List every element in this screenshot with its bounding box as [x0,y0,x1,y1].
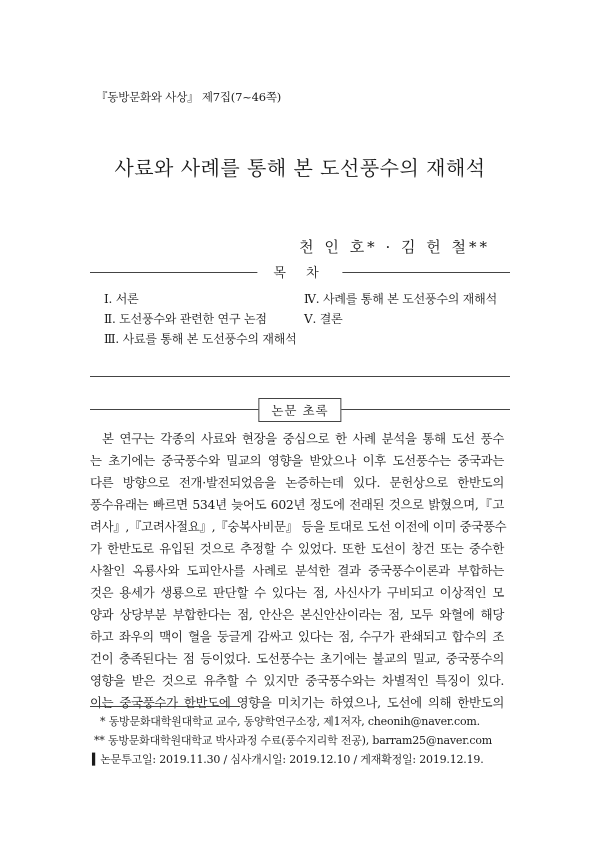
abstract-line: 하고 좌우의 맥이 혈을 둥글게 감싸고 있다는 점, 수구가 관쇄되고 합수의 조 [90,629,504,644]
toc-header [90,262,510,282]
toc-item: Ⅱ. 도선풍수와 관련한 연구 논점 [104,312,267,326]
abstract-line: 본 연구는 각종의 사료와 현장을 중심으로 한 사례 분석을 통해 도선 풍수 [102,431,504,446]
abstract-line: 풍수유래는 빠르면 534년 늦어도 602년 정도에 전래된 것으로 밝혔으며,『고 [90,497,504,512]
abstract-body [90,428,507,714]
abstract-header [90,398,510,420]
footnote-rule [90,706,240,707]
toc-item: Ⅰ. 서론 [104,292,139,306]
abstract-line: 는 초기에는 중국풍수와 밀교의 영향을 받았으나 이후 도선풍수는 중국과는 [90,453,504,468]
abstract-line: 다른 방향으로 전개·발전되었음을 논증하는데 있다. 문헌상으로 한반도의 [90,475,504,490]
abstract-line: 양과 상당부분 부합한다는 점, 안산은 본신안산이라는 점, 모두 와혈에 해당 [90,607,504,622]
abstract-line: 영향을 받은 것으로 유추할 수 있지만 중국풍수와는 차별적인 특징이 있다. [90,673,504,688]
footnote-dates: ▍논문투고일: 2019.11.30 / 심사개시일: 2019.12.10 / 게재확정일: 2019.12.19. [92,753,484,766]
abstract-line: 사찰인 옥룡사와 도피안사를 사례로 분석한 결과 중국풍수이론과 부합하는 [90,563,504,578]
journal-citation: 『동방문화와 사상』 제7집(7~46쪽) [96,90,282,104]
toc-item: Ⅳ. 사례를 통해 본 도선풍수의 재해석 [304,292,497,306]
paper-title: 사료와 사례를 통해 본 도선풍수의 재해석 [114,156,486,180]
abstract-line: 이는 중국풍수가 한반도에 영향을 미치기는 하였으나, 도선에 의해 한반도의 [90,695,504,710]
toc-item: Ⅲ. 사료를 통해 본 도선풍수의 재해석 [104,332,297,346]
abstract-line: 려사』,『고려사절요』,『숭복사비문』 등을 토대로 도선 이전에 이미 중국풍수 [90,519,507,534]
abstract-line: 가 한반도로 유입된 것으로 추정할 수 있었다. 또한 도선이 창건 또는 중수한 [90,541,504,556]
footnote-author-1: * 동방문화대학원대학교 교수, 동양학연구소장, 제1저자, cheonih@naver.com. [100,715,480,728]
abstract-line: 것은 용세가 생룡으로 판단할 수 있다는 점, 사신사가 구비되고 이상적인 모 [90,585,504,600]
authors: 천 인 호* · 김 헌 철** [299,238,490,256]
abstract-heading: 논문 초록 [258,398,341,422]
toc-heading: 목 차 [257,262,342,281]
abstract-line: 건이 충족된다는 점 등이었다. 도선풍수는 초기에는 불교의 밀교, 중국풍수의 [90,651,504,666]
table-of-contents [90,282,510,377]
toc-item: Ⅴ. 결론 [304,312,343,326]
footnote-author-2: ** 동방문화대학원대학교 박사과정 수료(풍수지리학 전공), barram25@naver.com [94,734,492,747]
